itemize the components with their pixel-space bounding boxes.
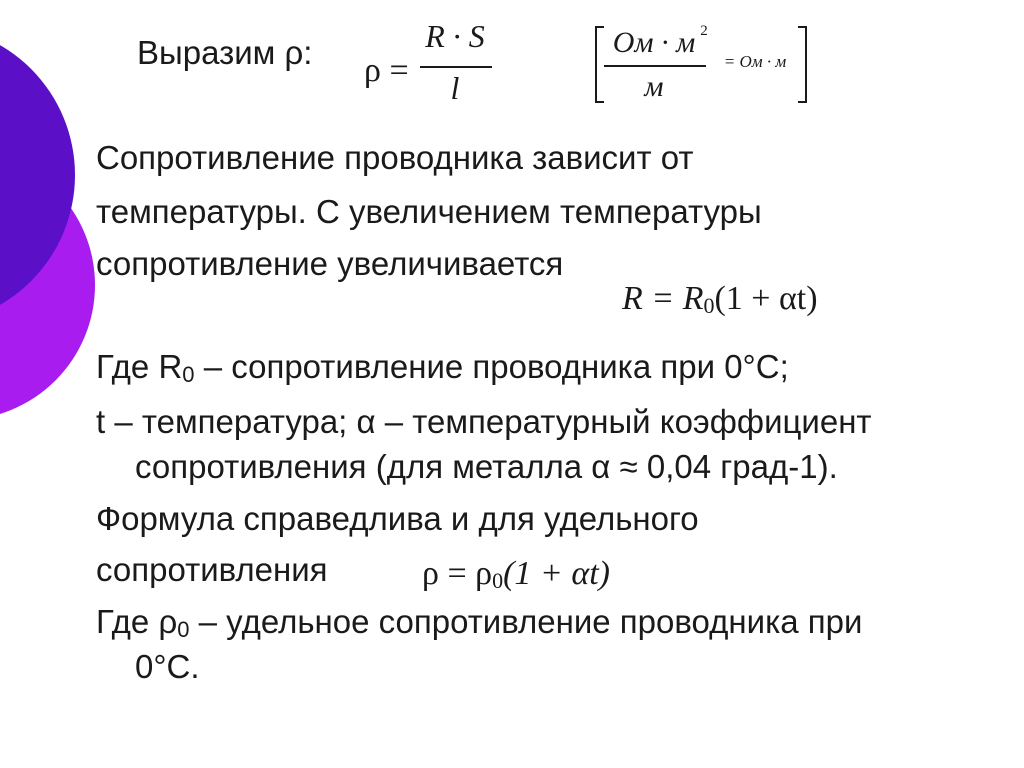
formula-rho-numerator: R · S [425, 18, 485, 54]
where-rho0-line2: 0°C. [135, 648, 200, 685]
paragraph2-line2: сопротивления [96, 551, 328, 588]
formula-resistance-sub: 0 [703, 293, 715, 318]
units-numerator: Ом · м [612, 26, 696, 59]
where-rho0-text1: Где ρ [96, 603, 178, 640]
formula-rho-denominator: l [450, 70, 460, 106]
units-result: = Ом · м [723, 52, 787, 71]
header-label: Выразим ρ: [137, 34, 313, 71]
paragraph1-line2: температуры. С увеличением температуры [96, 193, 762, 230]
t-definition-line2: сопротивления (для металла α ≈ 0,04 град-1). [135, 448, 838, 485]
formula-resistance [622, 280, 818, 319]
formula-resistivity-lhs: ρ = ρ [422, 555, 493, 592]
paragraph1-line3: сопротивление увеличивается [96, 245, 564, 282]
left-bracket [596, 27, 604, 102]
where-rho0-text2: – удельное сопротивление проводника при [189, 603, 863, 640]
paragraph2-line1: Формула справедлива и для удельного [96, 500, 699, 537]
formula-resistivity-temp [422, 555, 610, 594]
paragraph1-line1: Сопротивление проводника зависит от [96, 139, 694, 176]
where-r0-text1: Где R [96, 348, 183, 385]
where-r0-sub: 0 [182, 362, 195, 387]
where-r0-line [96, 347, 789, 395]
where-rho0-line1 [96, 602, 862, 650]
formula-resistance-rhs: (1 + αt) [714, 280, 818, 317]
units-exponent: 2 [700, 23, 708, 39]
units-denominator: м [644, 70, 664, 103]
formula-resistivity-rhs: (1 + αt) [503, 555, 610, 592]
t-definition-line1: t – температура; α – температурный коэффициент [96, 403, 872, 440]
where-r0-text2: – сопротивление проводника при 0°C; [194, 348, 789, 385]
formula-resistivity-sub: 0 [492, 568, 504, 593]
formula-resistance-lhs: R = R [622, 280, 704, 317]
where-rho0-sub: 0 [177, 617, 190, 642]
formula-rho-lhs: ρ = [364, 52, 409, 89]
